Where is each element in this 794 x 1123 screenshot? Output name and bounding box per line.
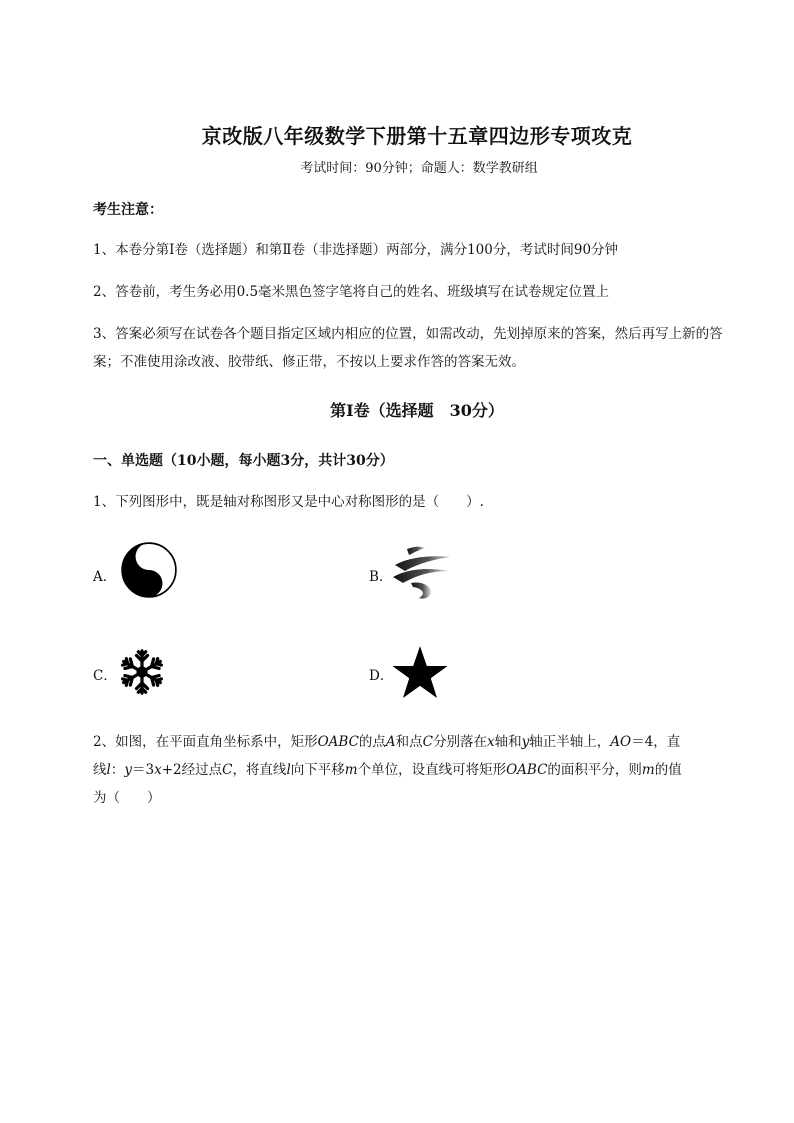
q2-text: ，将直线 xyxy=(232,762,287,778)
notice-item-2: 2、答卷前，考生务必用0.5毫米黑色签字笔将自己的姓名、班级填写在试卷规定位置上 xyxy=(93,284,610,300)
q2-text: 线 xyxy=(93,762,107,778)
q2-var: y xyxy=(521,734,530,750)
q2-var: AO xyxy=(610,734,632,750)
notice-heading: 考生注意： xyxy=(93,202,163,218)
q2-var: OABC xyxy=(317,734,359,750)
option-c-label: C． xyxy=(93,668,117,684)
swoosh-logo-icon xyxy=(391,543,453,605)
q2-var: y xyxy=(124,762,132,778)
q2-text: 轴正半轴上， xyxy=(529,734,611,750)
q2-var: m xyxy=(344,762,358,778)
page-title: 京改版八年级数学下册第十五章四边形专项攻克 xyxy=(201,124,633,148)
question-1-text: 1、下列图形中，既是轴对称图形又是中心对称图形的是（ ）. xyxy=(93,494,484,510)
q2-text: 的面积平分，则 xyxy=(547,762,642,778)
q2-var: l xyxy=(106,762,111,778)
q2-var: C xyxy=(422,734,434,750)
q2-text: 2、如图，在平面直角坐标系中，矩形 xyxy=(93,734,318,750)
question-2-line-2 xyxy=(93,756,682,784)
option-b-label: B． xyxy=(369,569,393,585)
q2-text: 轴和 xyxy=(494,734,522,750)
q2-text: 分别落在 xyxy=(433,734,488,750)
q2-var: m xyxy=(641,762,655,778)
q2-var: C xyxy=(222,762,233,778)
q2-text: 的点 xyxy=(358,734,386,750)
question-2-line-1 xyxy=(93,728,680,756)
q2-text: 向下平移 xyxy=(290,762,345,778)
q2-text: ＝4，直 xyxy=(631,734,681,750)
section-title: 第I卷（选择题 30分） xyxy=(330,401,504,420)
q2-var: x xyxy=(154,762,162,778)
q2-text: ： xyxy=(110,762,125,778)
q2-text: 个单位，设直线可将矩形 xyxy=(357,762,507,778)
question-2-line-3: 为（ ） xyxy=(93,790,161,806)
q2-text: 和点 xyxy=(395,734,423,750)
snowflake-icon xyxy=(119,648,165,700)
notice-item-3: 3、答案必须写在试卷各个题目指定区域内相应的位置，如需改动，先划掉原来的答案，然后再写上新的答案；不准使用涂改液、胶带纸、修正带，不按以上要求作答的答案无效。 xyxy=(93,326,723,370)
option-a-label: A． xyxy=(93,569,117,585)
q2-var: OABC xyxy=(506,762,548,778)
yin-yang-icon xyxy=(121,542,177,602)
part-heading: 一、单选题（10小题，每小题3分，共计30分） xyxy=(93,453,394,469)
notice-item-1: 1、本卷分第I卷（选择题）和第Ⅱ卷（非选择题）两部分，满分100分，考试时间90分钟 xyxy=(93,242,619,258)
q2-text: 的值 xyxy=(654,762,682,778)
q2-var: x xyxy=(487,734,495,750)
q2-var: A xyxy=(385,734,396,750)
star-icon xyxy=(391,645,449,704)
q2-text: +2经过点 xyxy=(161,762,223,778)
q2-text: ＝3 xyxy=(131,762,155,778)
exam-info: 考试时间：90分钟；命题人：数学教研组 xyxy=(300,161,538,176)
option-d-label: D． xyxy=(369,668,394,684)
q2-var: l xyxy=(286,762,291,778)
